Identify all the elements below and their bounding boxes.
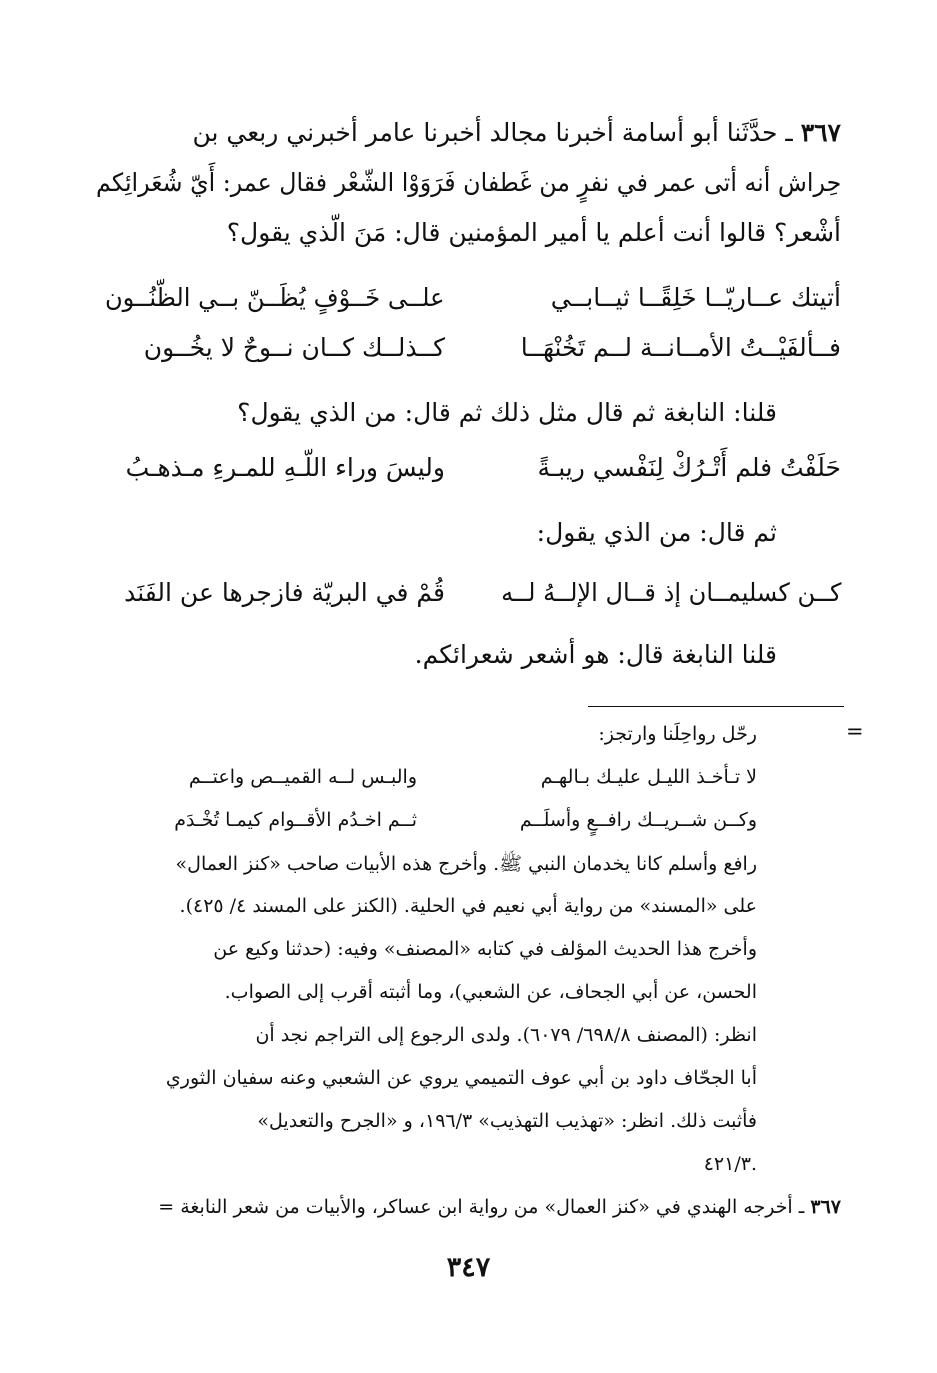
footnote-line-1: رحّل رواحِلَنا وارتجز: [598,723,757,745]
footnote-text-line: فأثبت ذلك. انظر: «تهذيب التهذيب» ١٩٦/٣، و «الجرح والتعديل» [257,1110,757,1132]
footnote-367-text: ـ أخرجه الهندي في «كنز العمال» من رواية ابن عساكر، والأبيات من شعر النابغة = [158,1196,805,1218]
footnote-text-line: وأخرج هذا الحديث المؤلف في كتابه «المصنف» وفيه: (حدثنا وكيع عن [213,938,757,960]
footnote-text-line: ٤٢١/٣. [703,1153,757,1175]
footnote-text-line: على «المسند» من رواية أبي نعيم في الحلية. (الكنز على المسند ٤/ ٤٢٥). [179,895,757,917]
footnote-verse-2-first: وكــن شــريــك رافــعٍ وأسلَــم [519,809,757,831]
hadith-line-3: أشْعر؟ قالوا أنت أعلم يا أمير المؤمنين قال: مَنَ الّذي يقول؟ [226,218,841,247]
footnote-367-number: ٣٦٧ [810,1196,841,1218]
verse-1a-first-hemistich: أتيتك عــاريّــا خَلِقًــا ثيــابــي [550,283,841,312]
hadith-number: ٣٦٧ [800,118,841,147]
verse-2-second-hemistich: وليسَ وراء اللّـهِ للمـرءِ مـذهـبُ [125,453,445,482]
footnote-verse-2-second: ثــم اخـدُم الأقــوام كيمـا تُخْـدَم [174,809,417,831]
hadith-line-2: حِراش أنه أتى عمر في نفرٍ من غَطفان فَرَوَوْا الشّعْر فقال عمر: أَيّ شُعَرائِكم [95,168,841,197]
verse-3-second-hemistich: قُمْ في البريّة فازجرها عن الفَنَد [124,578,445,607]
footnote-verse-1-first: لا تـأخـذ الليـل عليـك بـالهـم [540,766,757,788]
hadith-line-1 [192,118,841,147]
hadith-text-1: ـ حدَّثَنا أبو أسامة أخبرنا مجالد أخبرنا عامر أخبرني ربعي بن [192,118,793,147]
footnote-verse-1-second: والبـس لــه القميــص واعتــم [188,766,417,788]
hadith-line-6: قلنا النابغة قال: هو أشعر شعرائكم. [414,640,777,669]
verse-1b-first-hemistich: فــألفَيْــتُ الأمــانــة لــم تَخُنْهَــا [520,333,841,362]
footnote-text-line: انظر: (المصنف ٦٩٨/٨/ ٦٠٧٩). ولدى الرجوع إلى التراجم نجد أن [255,1024,757,1046]
footnote-text-line: الحسن، عن أبي الجحاف، عن الشعبي)، وما أثبته أقرب إلى الصواب. [224,981,757,1003]
verse-3-first-hemistich: كــن كسليمــان إذ قــال الإلــهُ لــه [500,578,841,607]
footnote-separator [588,706,844,707]
verse-2-first-hemistich: حَلَفْتُ فلم أَتْـرُكْ لِنَفْسي ريبـةً [537,453,841,482]
footnote-367 [158,1196,841,1218]
verse-1a-second-hemistich: علــى خَــوْفٍ يُظَــنّ بــي الظّنُــون [105,283,445,312]
verse-1b-second-hemistich: كــذلــك كــان نــوحٌ لا يخُــون [143,333,445,362]
hadith-line-4: قلنا: النابغة ثم قال مثل ذلك ثم قال: من الذي يقول؟ [237,398,777,427]
footnote-text-line: أبا الجحّاف داود بن أبي عوف التميمي يروي عن الشعبي وعنه سفيان الثوري [165,1067,757,1089]
page-number: ٣٤٧ [446,1252,491,1283]
footnote-continuation-mark: = [846,719,864,743]
hadith-line-5: ثم قال: من الذي يقول: [536,518,777,547]
footnote-text-line: رافع وأسلم كانا يخدمان النبي ﷺ. وأخرج هذه الأبيات صاحب «كنز العمال» [175,853,757,875]
